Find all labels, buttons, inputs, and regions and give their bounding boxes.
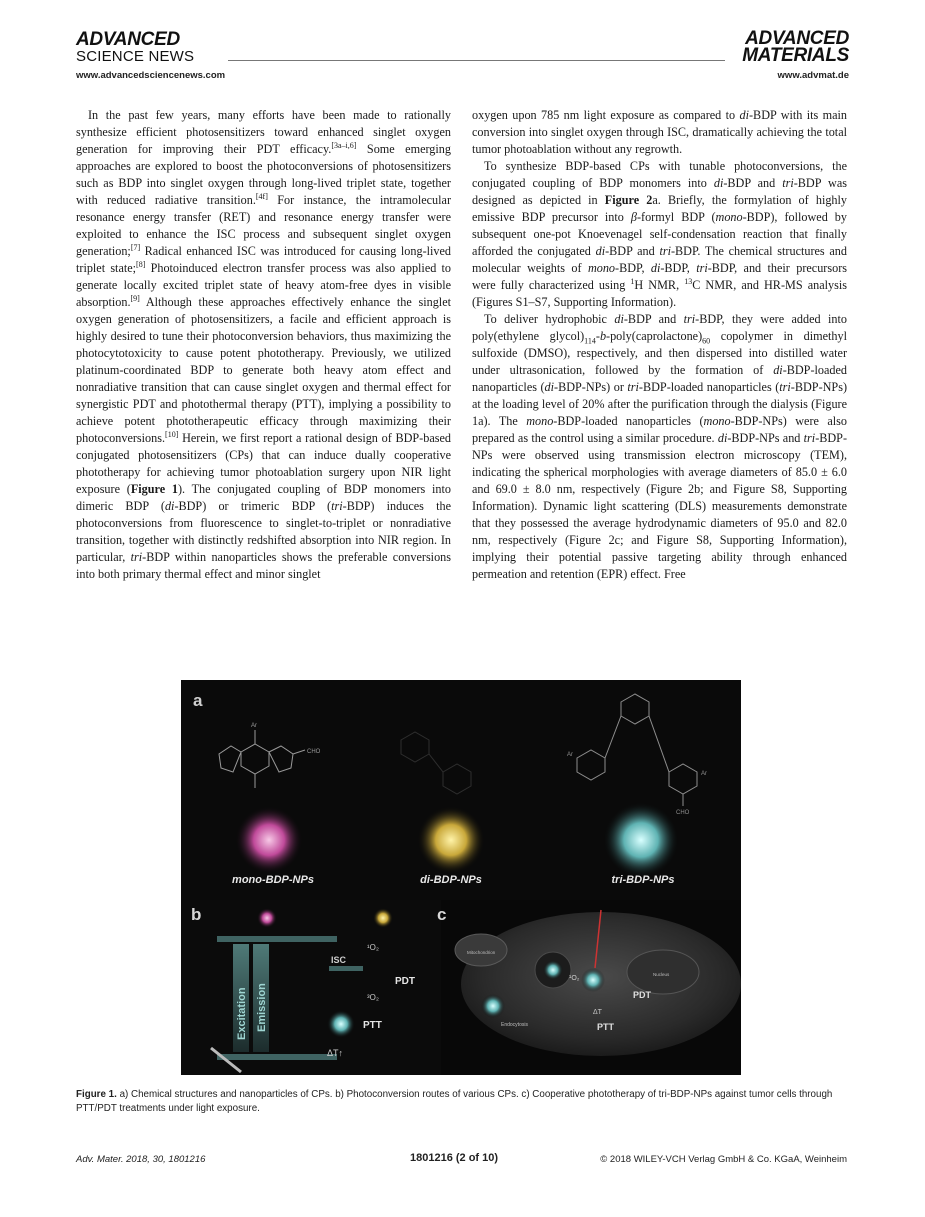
di-bdp-nanoparticle bbox=[417, 806, 485, 874]
np-in-endosome bbox=[543, 960, 563, 980]
np-icon-cyan bbox=[327, 1010, 355, 1038]
np-endocytosis bbox=[481, 994, 505, 1018]
footer-citation: Adv. Mater. 2018, 30, 1801216 bbox=[76, 1154, 206, 1165]
endocytosis-label: Endocytosis bbox=[501, 1022, 528, 1028]
panel-c-label: c bbox=[437, 905, 447, 924]
np-in-cytoplasm bbox=[581, 968, 605, 992]
emission-label: Emission bbox=[256, 983, 268, 1032]
paragraph: To synthesize BDP-based CPs with tunable photoconversions, the conjugated coupling of BDP monomers into di-BDP and tri-BDP was designed as depicted in Figure 2a. Briefly, the formylation of highly emissive BDP precursor into β-formyl BDP (mono-BDP), followed by subsequent one-pot Knoevenagel self-condensation reaction that finally afforded the conjugated di-BDP and tri-BDP. The chemical structures and molecular weights of mono-BDP, di-BDP, tri-BDP, and their precursors were fully characterized using $^1$H NMR, $^{13}$C NMR, and HR-MS analysis (Figures S1–S7, Supporting Information). bbox=[472, 159, 848, 309]
chem-label-cho: CHO bbox=[307, 749, 321, 755]
label-di-bdp-nps: di-BDP-NPs bbox=[420, 874, 482, 886]
body-column-right bbox=[472, 107, 847, 583]
footer-copyright: © 2018 WILEY-VCH Verlag GmbH & Co. KGaA, Weinheim bbox=[600, 1154, 847, 1165]
logo-left-line1: ADVANCED bbox=[76, 29, 180, 50]
paragraph: In the past few years, many efforts have been made to rationally synthesize efficient photosensitizers toward enhanced singlet oxygen generation for improving their PDT efficacy.[3a–i,6] Some emerging approaches are explored to boost the photoconversions of photosensitizers such as BDP into singlet oxygen through long-lived triplet state, together with reduced radiative transition.[4f] For instance, the intramolecular resonance energy transfer (RET) and resonance energy transfer were exploited to enhance the ISC process and subsequent singlet oxygen generation;[7] Radical enhanced ISC was introduced for causing long-lived triplet state;[8] Photoinduced electron transfer process was also applied to generate locally excited triplet state of heavy atom-free dyes in visible absorption.[9] Although these approaches effectively enhance the singlet oxygen generation of photosensitizers, a facile and efficient approach is highly desired to tune their photoconversion behaviors, thus maximizing the photocytotoxicity to cause potent phototherapy. Previously, we utilized platinum-coordinated BDP to generate both heavy atom effect and nonradiative transition that can cause singlet oxygen and thermal effect for synergistic PDT and photothermal therapy (PTT), implying a possibility to achieve potent phototherapeutic efficacy through maximizing their photoconversions.[10] Herein, we first report a rational design of BDP-based conjugated photosensitizers (CPs) that can induce dually cooperative phototherapy for achieving tumor photoablation surgery upon NIR light exposure (Figure 1). The conjugated coupling of BDP monomers into dimeric BDP (di-BDP) or trimeric BDP (tri-BDP) induces the photoconversions from fluorescence to singlet-to-triplet or nonradiative transition, together with distinctly redshifted absorption into NIR region. In particular, tri-BDP within nanoparticles shows the preferable conversions into both primary thermal effect and minor singlet bbox=[76, 108, 452, 581]
np-icon-pink bbox=[257, 908, 277, 928]
logo-right-line1: ADVANCED bbox=[745, 28, 849, 49]
panel-b-bg bbox=[181, 900, 441, 1075]
isc-label: ISC bbox=[331, 955, 347, 965]
mono-bdp-nanoparticle bbox=[235, 806, 303, 874]
s0-level bbox=[217, 1054, 337, 1060]
label-tri-bdp-nps: tri-BDP-NPs bbox=[611, 874, 675, 886]
footer-page-number: 1801216 (2 of 10) bbox=[410, 1152, 499, 1164]
header-divider bbox=[228, 60, 725, 61]
logo-left-line2: SCIENCE NEWS bbox=[76, 48, 195, 65]
caption-text: a) Chemical structures and nanoparticles of CPs. b) Photoconversion routes of various CPs. c) Cooperative phototherapy of tri-BDP-NPs against tumor cells through PTT/PDT treatments under light exposure. bbox=[76, 1089, 833, 1114]
paragraph: To deliver hydrophobic di-BDP and tri-BDP, they were added into poly(ethylene $glycol)_{114}-b-poly(caprolactone)_{60}$ copolymer in dimethyl sulfoxide (DMSO), respectively, and then dispersed into distilled water under ultrasonication, followed by the formation of di-BDP-loaded nanoparticles (di-BDP-NPs) or tri-BDP-loaded nanoparticles (tri-BDP-NPs) at the loading level of 20% after the purification through the dialysis (Figure 1a). The mono-BDP-loaded nanoparticles (mono-BDP-NPs) were also prepared as the control using a similar procedure. di-BDP-NPs and tri-BDP-NPs were observed using transmission electron microscopy (TEM), indicating the spherical morphologies with average diameters of 85.0 ± 6.0 and 69.0 ± 8.0 nm, respectively (Figure 2b; and Figure S8, Supporting Information). Dynamic light scattering (DLS) measurements demonstrate that they possessed the average hydrodynamic diameters of 95.0 and 82.0 nm, respectively (Figure 2c; and Figure S8, Supporting Information), implying their potential passive targeting ability through enhanced permeation and retention (EPR) effect. Free bbox=[472, 312, 848, 581]
publisher-url[interactable]: www.advancedsciencenews.com bbox=[76, 70, 226, 81]
journal-url[interactable]: www.advmat.de bbox=[777, 70, 849, 81]
singlet-oxygen-label: ¹O₂ bbox=[367, 943, 379, 952]
logo-right-line2: MATERIALS bbox=[742, 45, 849, 66]
t1-level bbox=[329, 966, 363, 971]
excitation-label: Excitation bbox=[236, 987, 248, 1040]
chem-label-cho: CHO bbox=[676, 810, 690, 816]
figure-1-graphic bbox=[181, 680, 741, 1075]
chem-label-ar: Ar bbox=[567, 752, 573, 758]
delta-t-label-b: ΔT↑ bbox=[327, 1048, 344, 1058]
label-mono-bdp-nps: mono-BDP-NPs bbox=[232, 874, 314, 886]
nucleus-label: Nucleus bbox=[653, 972, 670, 977]
delta-t-label-c: ΔT bbox=[593, 1009, 602, 1016]
journal-logo-right bbox=[742, 30, 849, 64]
triplet-oxygen-label: ³O₂ bbox=[367, 993, 379, 1002]
chem-label-ar: Ar bbox=[701, 771, 707, 777]
caption-label: Figure 1. bbox=[76, 1089, 117, 1100]
pdt-label-b: PDT bbox=[395, 976, 415, 987]
panel-a-label: a bbox=[193, 691, 203, 710]
np-icon-yellow bbox=[373, 908, 393, 928]
panel-b-label: b bbox=[191, 905, 202, 924]
figure-caption bbox=[76, 1088, 847, 1116]
ptt-label-b: PTT bbox=[363, 1020, 382, 1031]
body-column-left bbox=[76, 107, 451, 583]
chem-label-ar: Ar bbox=[251, 723, 257, 729]
ptt-label-c: PTT bbox=[597, 1022, 614, 1032]
s1-level bbox=[217, 936, 337, 942]
paragraph: oxygen upon 785 nm light exposure as compared to di-BDP with its main conversion into singlet oxygen through ISC, dramatically achieving the total tumor photoablation without any regrowth. bbox=[472, 108, 847, 156]
pdt-label-c: PDT bbox=[633, 990, 651, 1000]
singlet-oxygen-label-c: ¹O₂ bbox=[569, 975, 580, 982]
journal-logo-left bbox=[76, 30, 226, 64]
mitochondrion-label: Mitochondrion bbox=[467, 950, 496, 955]
tri-bdp-nanoparticle bbox=[603, 802, 679, 878]
figure-1 bbox=[181, 680, 741, 1075]
